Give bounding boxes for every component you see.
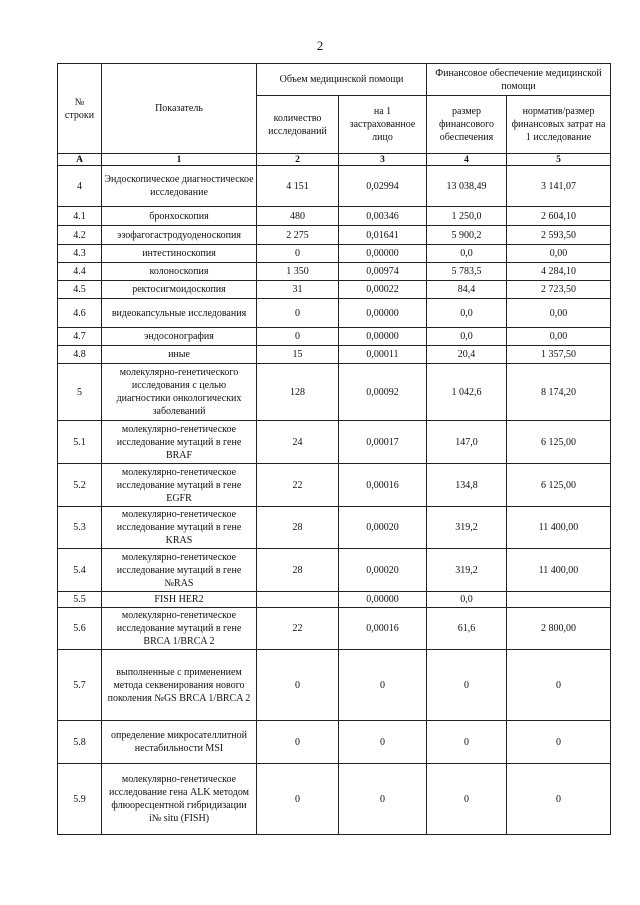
- row-qty: 0: [257, 764, 339, 835]
- row-number: 5.9: [58, 764, 102, 835]
- header-per-person: на 1 застрахованное лицо: [339, 96, 427, 154]
- index-cell: 2: [257, 154, 339, 166]
- row-qty: 22: [257, 464, 339, 507]
- table-row: [58, 299, 611, 328]
- row-fin-size: 1 250,0: [427, 207, 507, 226]
- row-number: 4: [58, 166, 102, 207]
- row-number: 4.1: [58, 207, 102, 226]
- row-norm: 2 604,10: [507, 207, 611, 226]
- row-per-person: 0,00346: [339, 207, 427, 226]
- table-row: [58, 207, 611, 226]
- row-norm: 4 284,10: [507, 263, 611, 281]
- row-fin-size: 1 042,6: [427, 364, 507, 421]
- row-qty: 0: [257, 245, 339, 263]
- row-qty: 15: [257, 346, 339, 364]
- index-cell: А: [58, 154, 102, 166]
- row-norm: 0,00: [507, 245, 611, 263]
- row-norm: 6 125,00: [507, 421, 611, 464]
- row-qty: 28: [257, 507, 339, 549]
- row-per-person: 0,00000: [339, 245, 427, 263]
- row-norm: [507, 592, 611, 608]
- row-fin-size: 0,0: [427, 245, 507, 263]
- row-fin-size: 0: [427, 650, 507, 721]
- row-name: бронхоскопия: [102, 207, 257, 226]
- row-per-person: 0,00022: [339, 281, 427, 299]
- row-per-person: 0,02994: [339, 166, 427, 207]
- row-name: молекулярно-генетическое исследование мутаций в гене BRAF: [102, 421, 257, 464]
- row-number: 4.8: [58, 346, 102, 364]
- row-fin-size: 319,2: [427, 507, 507, 549]
- row-fin-size: 5 783,5: [427, 263, 507, 281]
- row-name: ректосигмоидоскопия: [102, 281, 257, 299]
- row-qty: 24: [257, 421, 339, 464]
- row-fin-size: 61,6: [427, 608, 507, 650]
- row-name: эндосонография: [102, 328, 257, 346]
- row-name: колоноскопия: [102, 263, 257, 281]
- row-name: молекулярно-генетическое исследование мутаций в гене EGFR: [102, 464, 257, 507]
- row-qty: 480: [257, 207, 339, 226]
- row-number: 4.3: [58, 245, 102, 263]
- row-fin-size: 20,4: [427, 346, 507, 364]
- row-name: выполненные с применением метода секвенирования нового поколения №GS BRCA 1/BRCA 2: [102, 650, 257, 721]
- row-qty: 128: [257, 364, 339, 421]
- row-per-person: 0,00000: [339, 592, 427, 608]
- row-per-person: 0,00092: [339, 364, 427, 421]
- row-per-person: 0,00020: [339, 549, 427, 592]
- row-per-person: 0: [339, 764, 427, 835]
- row-qty: 2 275: [257, 226, 339, 245]
- header-row-number: № строки: [58, 64, 102, 154]
- row-number: 5.8: [58, 721, 102, 764]
- row-fin-size: 0,0: [427, 299, 507, 328]
- row-number: 5.5: [58, 592, 102, 608]
- medical-care-table: [57, 63, 611, 835]
- row-name: иные: [102, 346, 257, 364]
- row-name: эзофагогастродуоденоскопия: [102, 226, 257, 245]
- row-norm: 0: [507, 650, 611, 721]
- row-norm: 2 723,50: [507, 281, 611, 299]
- table-row: [58, 328, 611, 346]
- row-per-person: 0,00011: [339, 346, 427, 364]
- table-row: [58, 421, 611, 464]
- index-cell: 3: [339, 154, 427, 166]
- row-norm: 2 800,00: [507, 608, 611, 650]
- row-number: 4.7: [58, 328, 102, 346]
- column-index-row: [58, 154, 611, 166]
- row-number: 4.5: [58, 281, 102, 299]
- row-number: 5.6: [58, 608, 102, 650]
- row-per-person: 0,00000: [339, 328, 427, 346]
- table-row: [58, 245, 611, 263]
- row-per-person: 0: [339, 721, 427, 764]
- row-qty: 0: [257, 721, 339, 764]
- row-per-person: 0,01641: [339, 226, 427, 245]
- row-qty: 28: [257, 549, 339, 592]
- row-per-person: 0,00974: [339, 263, 427, 281]
- header-volume-group: Объем медицинской помощи: [257, 64, 427, 96]
- table-row: [58, 549, 611, 592]
- row-fin-size: 134,8: [427, 464, 507, 507]
- row-qty: [257, 592, 339, 608]
- row-per-person: 0,00020: [339, 507, 427, 549]
- row-norm: 3 141,07: [507, 166, 611, 207]
- row-qty: 22: [257, 608, 339, 650]
- table-row: [58, 721, 611, 764]
- row-name: определение микросателлитной нестабильности MSI: [102, 721, 257, 764]
- row-name: FISH HER2: [102, 592, 257, 608]
- table-row: [58, 650, 611, 721]
- row-number: 5.7: [58, 650, 102, 721]
- table-row: [58, 764, 611, 835]
- row-qty: 0: [257, 299, 339, 328]
- row-norm: 11 400,00: [507, 549, 611, 592]
- row-fin-size: 0: [427, 721, 507, 764]
- row-name: Эндоскопическое диагностическое исследование: [102, 166, 257, 207]
- row-per-person: 0,00017: [339, 421, 427, 464]
- row-name: молекулярно-генетическое исследование гена ALK методом флюоресцентной гибридизации i№ situ (FISH): [102, 764, 257, 835]
- row-qty: 0: [257, 650, 339, 721]
- row-name: молекулярно-генетического исследования с целью диагностики онкологических заболеваний: [102, 364, 257, 421]
- row-qty: 1 350: [257, 263, 339, 281]
- header-finance-group: Финансовое обеспечение медицинской помощи: [427, 64, 611, 96]
- header-norm: норматив/размер финансовых затрат на 1 исследование: [507, 96, 611, 154]
- table-row: [58, 592, 611, 608]
- row-qty: 31: [257, 281, 339, 299]
- index-cell: 1: [102, 154, 257, 166]
- row-fin-size: 84,4: [427, 281, 507, 299]
- header-qty: количество исследований: [257, 96, 339, 154]
- row-per-person: 0,00016: [339, 464, 427, 507]
- row-name: молекулярно-генетическое исследование мутаций в гене BRCA 1/BRCA 2: [102, 608, 257, 650]
- row-per-person: 0,00000: [339, 299, 427, 328]
- row-name: интестиноскопия: [102, 245, 257, 263]
- row-per-person: 0: [339, 650, 427, 721]
- table-row: [58, 608, 611, 650]
- row-name: молекулярно-генетическое исследование мутаций в гене KRAS: [102, 507, 257, 549]
- table-row: [58, 364, 611, 421]
- row-number: 4.6: [58, 299, 102, 328]
- row-norm: 8 174,20: [507, 364, 611, 421]
- row-norm: 0: [507, 721, 611, 764]
- row-number: 4.2: [58, 226, 102, 245]
- row-norm: 1 357,50: [507, 346, 611, 364]
- row-qty: 0: [257, 328, 339, 346]
- table-row: [58, 464, 611, 507]
- row-norm: 11 400,00: [507, 507, 611, 549]
- row-fin-size: 319,2: [427, 549, 507, 592]
- row-fin-size: 5 900,2: [427, 226, 507, 245]
- row-number: 5.4: [58, 549, 102, 592]
- header-fin-size: размер финансового обеспечения: [427, 96, 507, 154]
- row-fin-size: 0,0: [427, 592, 507, 608]
- row-qty: 4 151: [257, 166, 339, 207]
- row-norm: 0,00: [507, 328, 611, 346]
- row-norm: 0: [507, 764, 611, 835]
- table-row: [58, 507, 611, 549]
- row-norm: 6 125,00: [507, 464, 611, 507]
- header-indicator: Показатель: [102, 64, 257, 154]
- row-number: 5.1: [58, 421, 102, 464]
- row-norm: 2 593,50: [507, 226, 611, 245]
- index-cell: 5: [507, 154, 611, 166]
- row-name: видеокапсульные исследования: [102, 299, 257, 328]
- row-norm: 0,00: [507, 299, 611, 328]
- row-fin-size: 13 038,49: [427, 166, 507, 207]
- row-fin-size: 0,0: [427, 328, 507, 346]
- table-row: [58, 281, 611, 299]
- row-number: 5.2: [58, 464, 102, 507]
- index-cell: 4: [427, 154, 507, 166]
- row-fin-size: 0: [427, 764, 507, 835]
- row-fin-size: 147,0: [427, 421, 507, 464]
- table-row: [58, 226, 611, 245]
- row-number: 5: [58, 364, 102, 421]
- row-number: 4.4: [58, 263, 102, 281]
- row-number: 5.3: [58, 507, 102, 549]
- table-row: [58, 263, 611, 281]
- row-per-person: 0,00016: [339, 608, 427, 650]
- table-row: [58, 346, 611, 364]
- page-number: 2: [316, 38, 324, 53]
- table-row: [58, 166, 611, 207]
- row-name: молекулярно-генетическое исследование мутаций в гене №RAS: [102, 549, 257, 592]
